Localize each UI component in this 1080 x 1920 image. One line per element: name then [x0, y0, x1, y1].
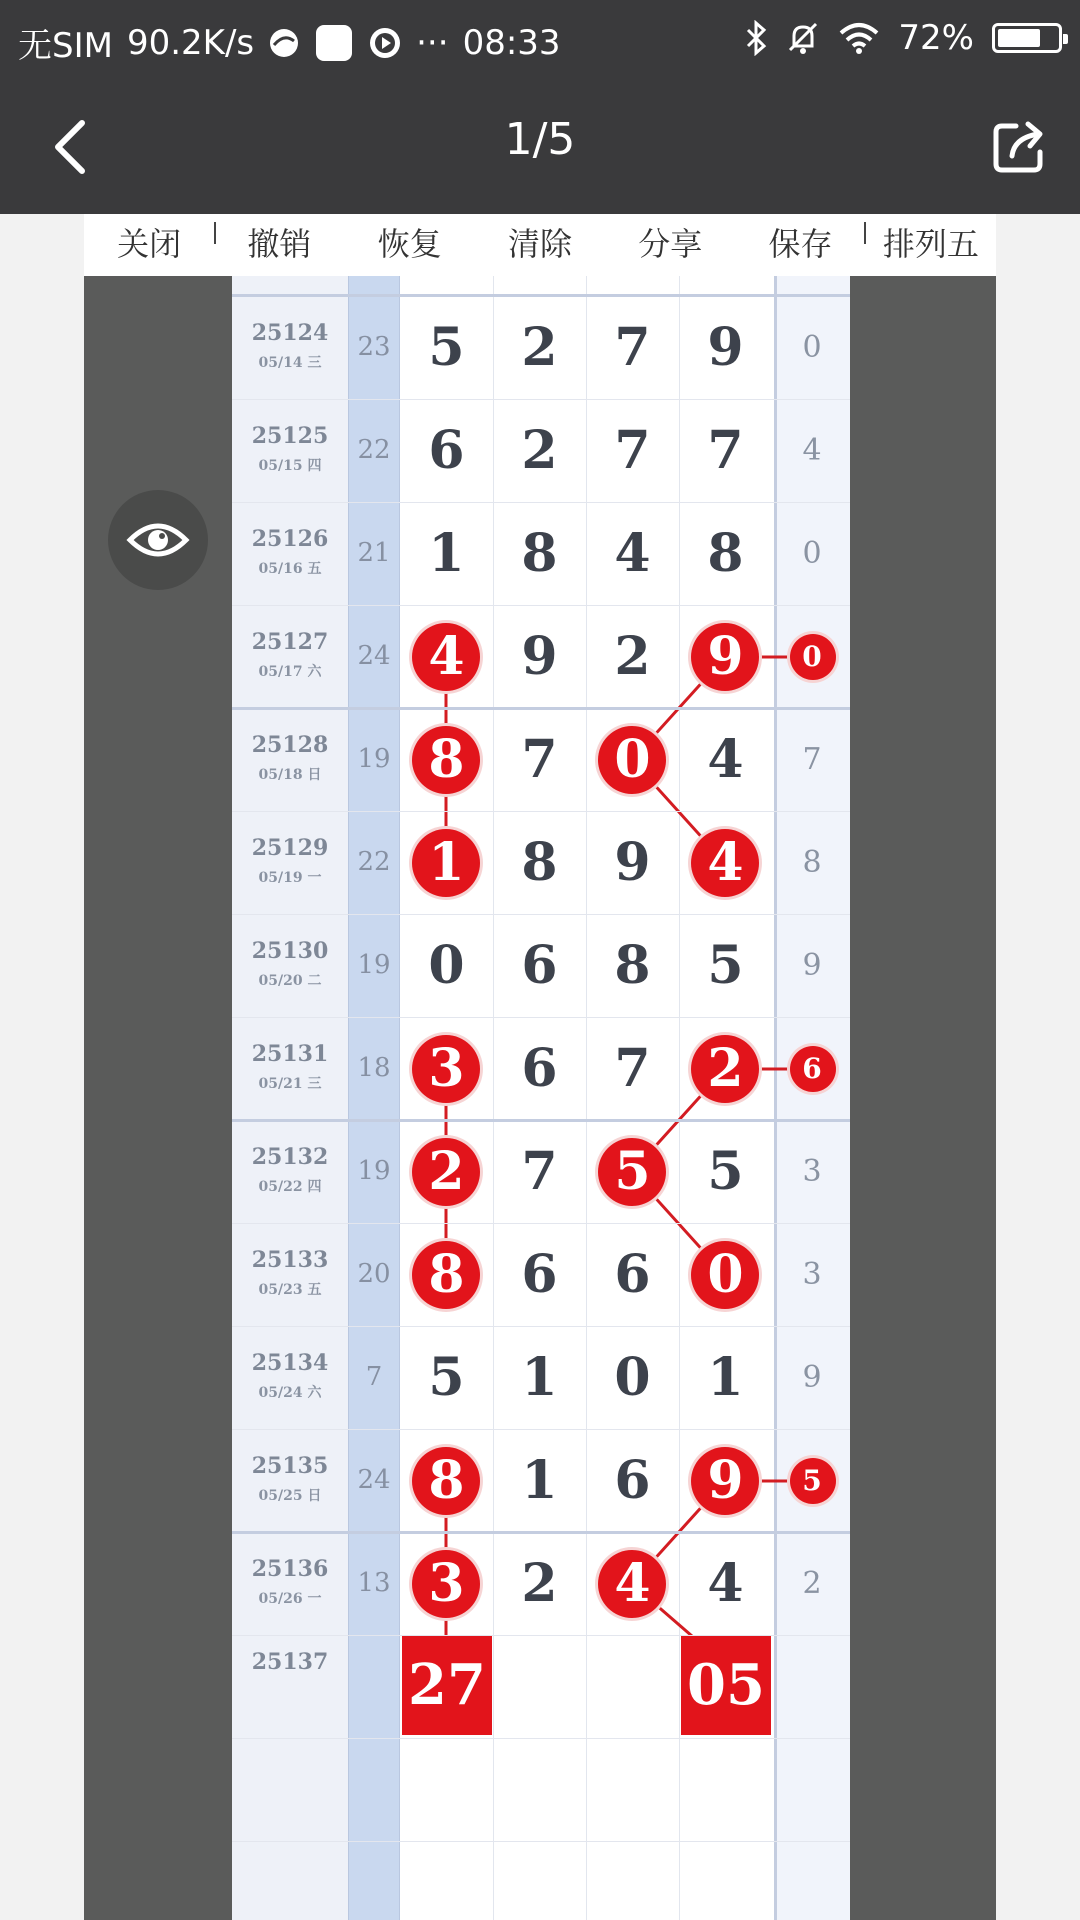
- digit-3: 8: [614, 935, 651, 996]
- issue-number: 25129: [251, 835, 329, 861]
- lottery-trend-grid: [232, 276, 850, 1920]
- message-notification-icon: [314, 23, 354, 63]
- issue-date: 05/22 四: [258, 1179, 322, 1195]
- issue-date: 05/26 一: [258, 1591, 322, 1607]
- digit-2: 2: [521, 420, 558, 481]
- issue-number: 25130: [251, 938, 329, 964]
- digit-5: 4: [802, 433, 822, 468]
- digit-1: 5: [428, 317, 465, 378]
- sum-value: 24: [357, 641, 391, 671]
- toolbar-save: 保存: [768, 226, 833, 262]
- left-side-panel: [84, 276, 232, 1920]
- digit-2: 7: [521, 729, 558, 790]
- issue-number: 25135: [251, 1453, 329, 1479]
- issue-date: 05/20 二: [258, 973, 322, 989]
- grid-row-divider: [232, 605, 850, 606]
- digit-1: 6: [428, 420, 465, 481]
- issue-number: 25124: [251, 320, 329, 346]
- digit-4: 8: [707, 523, 744, 584]
- digit-2: 7: [521, 1141, 558, 1202]
- toolbar-lottery-type: 排列五: [882, 226, 979, 262]
- digit-5: 6: [802, 1052, 822, 1085]
- digit-4: 5: [707, 1141, 744, 1202]
- table-row: [232, 1223, 850, 1326]
- digit-3: 2: [614, 626, 651, 687]
- carrier-label: 无SIM: [18, 26, 113, 66]
- table-row: [232, 1326, 850, 1429]
- grid-row-divider: [232, 1429, 850, 1430]
- issue-date: 05/15 四: [258, 458, 322, 474]
- digit-1: 8: [428, 1450, 465, 1511]
- issue-number: 25133: [251, 1247, 329, 1273]
- issue-date: 05/14 三: [258, 355, 322, 371]
- video-notification-icon: [368, 26, 402, 60]
- digit-3: 6: [614, 1244, 651, 1305]
- issue-number: 25126: [251, 526, 329, 552]
- sum-value: 22: [357, 847, 391, 877]
- digit-5: 7: [802, 742, 822, 777]
- digit-3: 7: [614, 420, 651, 481]
- sum-value: 24: [357, 1465, 391, 1495]
- digit-2: 8: [521, 832, 558, 893]
- digit-4: 0: [707, 1244, 744, 1305]
- issue-date: 05/19 一: [258, 870, 322, 886]
- app-notification-icon: [268, 27, 300, 59]
- digit-3: 7: [614, 1038, 651, 1099]
- sum-value: 19: [357, 950, 391, 980]
- table-row: [232, 399, 850, 502]
- grid-row-divider: [232, 914, 850, 915]
- issue-number: 25134: [251, 1350, 329, 1376]
- issue-date: 05/25 日: [258, 1488, 322, 1504]
- digit-3: 0: [614, 1347, 651, 1408]
- clock: 08:33: [462, 22, 561, 63]
- digit-5: 2: [802, 1566, 822, 1601]
- digit-2: 6: [521, 1244, 558, 1305]
- digit-5: 3: [802, 1154, 822, 1189]
- prediction-box-1: 27: [402, 1635, 492, 1735]
- digit-3: 9: [614, 832, 651, 893]
- image-viewer[interactable]: [84, 214, 996, 1920]
- issue-number: 25127: [251, 629, 329, 655]
- digit-2: 1: [521, 1450, 558, 1511]
- toolbar-clear: 清除: [507, 226, 572, 262]
- digit-4: 9: [707, 317, 744, 378]
- digit-4: 1: [707, 1347, 744, 1408]
- table-row: [232, 296, 850, 399]
- share-button[interactable]: [990, 116, 1050, 176]
- sum-value: 22: [357, 435, 391, 465]
- sum-value: 18: [357, 1053, 391, 1083]
- digit-4: 4: [707, 1553, 744, 1614]
- digit-4: 9: [707, 1450, 744, 1511]
- digit-4: 2: [707, 1038, 744, 1099]
- issue-date: 05/24 六: [258, 1385, 322, 1401]
- digit-2: 8: [521, 523, 558, 584]
- digit-3: 5: [614, 1141, 651, 1202]
- grid-row-divider: [232, 502, 850, 503]
- digit-4: 4: [707, 729, 744, 790]
- digit-5: 9: [802, 1360, 822, 1395]
- sum-value: 20: [357, 1259, 391, 1289]
- eye-button[interactable]: [108, 490, 208, 590]
- grid-row-divider: [232, 1119, 850, 1122]
- grid-row-divider: [232, 399, 850, 400]
- sum-value: 21: [357, 538, 391, 568]
- digit-1: 0: [428, 935, 465, 996]
- digit-3: 6: [614, 1450, 651, 1511]
- sum-value: 23: [357, 332, 391, 362]
- grid-row-divider: [232, 1326, 850, 1327]
- grid-row-divider: [232, 1223, 850, 1224]
- table-row: [232, 811, 850, 914]
- sum-value: 7: [365, 1362, 383, 1392]
- table-row: [232, 605, 850, 708]
- issue-date: 05/16 五: [258, 561, 322, 577]
- toolbar-share: 分享: [638, 226, 703, 262]
- bluetooth-icon: [744, 20, 768, 56]
- grid-row-divider: [232, 707, 850, 710]
- right-side-panel: [850, 276, 996, 1920]
- digit-1: 1: [428, 832, 465, 893]
- mute-bell-icon: [786, 20, 820, 56]
- digit-3: 4: [614, 523, 651, 584]
- share-icon: [990, 116, 1050, 176]
- table-row: [232, 502, 850, 605]
- photo-toolbar: [84, 214, 996, 276]
- issue-number: 25131: [251, 1041, 329, 1067]
- eye-icon: [126, 520, 190, 560]
- grid-row-divider: [232, 811, 850, 812]
- grid-row-divider: [232, 1017, 850, 1018]
- digit-5: 9: [802, 948, 822, 983]
- table-row: [232, 1120, 850, 1223]
- issue-date: 05/23 五: [258, 1282, 322, 1298]
- issue-number: 25136: [251, 1556, 329, 1582]
- digit-5: 3: [802, 1257, 822, 1292]
- digit-1: 3: [428, 1553, 465, 1614]
- digit-5: 0: [802, 536, 822, 571]
- digit-1: 8: [428, 1244, 465, 1305]
- issue-date: 05/18 日: [258, 767, 322, 783]
- table-row: [232, 708, 850, 811]
- battery-percent: 72%: [898, 18, 974, 58]
- table-row: [232, 1429, 850, 1532]
- digit-1: 2: [428, 1141, 465, 1202]
- digit-1: 1: [428, 523, 465, 584]
- digit-1: 5: [428, 1347, 465, 1408]
- digit-1: 3: [428, 1038, 465, 1099]
- battery-icon: [992, 23, 1062, 53]
- digit-5: 5: [802, 1464, 822, 1497]
- issue-number: 25137: [251, 1649, 329, 1675]
- toolbar-undo: 撤销: [247, 226, 312, 262]
- grid-row-divider: [232, 1635, 850, 1636]
- grid-row-divider: [232, 1738, 850, 1739]
- digit-4: 5: [707, 935, 744, 996]
- digit-4: 4: [707, 832, 744, 893]
- grid-row-divider: [232, 1531, 850, 1534]
- toolbar-redo: 恢复: [377, 226, 442, 262]
- digit-4: 7: [707, 420, 744, 481]
- sum-value: 19: [357, 744, 391, 774]
- network-speed: 90.2K/s: [126, 22, 255, 63]
- status-bar: [0, 0, 1080, 78]
- issue-number: 25132: [251, 1144, 329, 1170]
- toolbar-close: 关闭: [117, 226, 182, 262]
- digit-3: 0: [614, 729, 651, 790]
- digit-3: 7: [614, 317, 651, 378]
- viewer-header: [0, 78, 1080, 214]
- issue-number: 25128: [251, 732, 329, 758]
- toolbar-separator: [214, 222, 216, 244]
- digit-5: 0: [802, 330, 822, 365]
- digit-2: 6: [521, 935, 558, 996]
- table-row: [232, 1017, 850, 1120]
- grid-row-divider: [232, 1841, 850, 1842]
- digit-5: 8: [802, 845, 822, 880]
- digit-4: 9: [707, 626, 744, 687]
- wifi-icon: [838, 21, 880, 55]
- digit-2: 2: [521, 1553, 558, 1614]
- toolbar-separator: [864, 222, 866, 244]
- digit-2: 9: [521, 626, 558, 687]
- issue-date: 05/17 六: [258, 664, 322, 680]
- digit-3: 4: [614, 1553, 651, 1614]
- more-notifications-dots: ···: [416, 22, 449, 63]
- digit-2: 2: [521, 317, 558, 378]
- digit-2: 1: [521, 1347, 558, 1408]
- issue-number: 25125: [251, 423, 329, 449]
- table-row: [232, 914, 850, 1017]
- digit-5: 0: [802, 640, 822, 673]
- prediction-row: [232, 1635, 850, 1738]
- digit-2: 6: [521, 1038, 558, 1099]
- sum-value: 19: [357, 1156, 391, 1186]
- page-indicator: 1/5: [504, 114, 576, 165]
- table-row: [232, 1532, 850, 1635]
- prediction-box-4: 05: [681, 1635, 771, 1735]
- digit-1: 4: [428, 626, 465, 687]
- digit-1: 8: [428, 729, 465, 790]
- sum-value: 13: [357, 1568, 391, 1598]
- issue-date: 05/21 三: [258, 1076, 322, 1092]
